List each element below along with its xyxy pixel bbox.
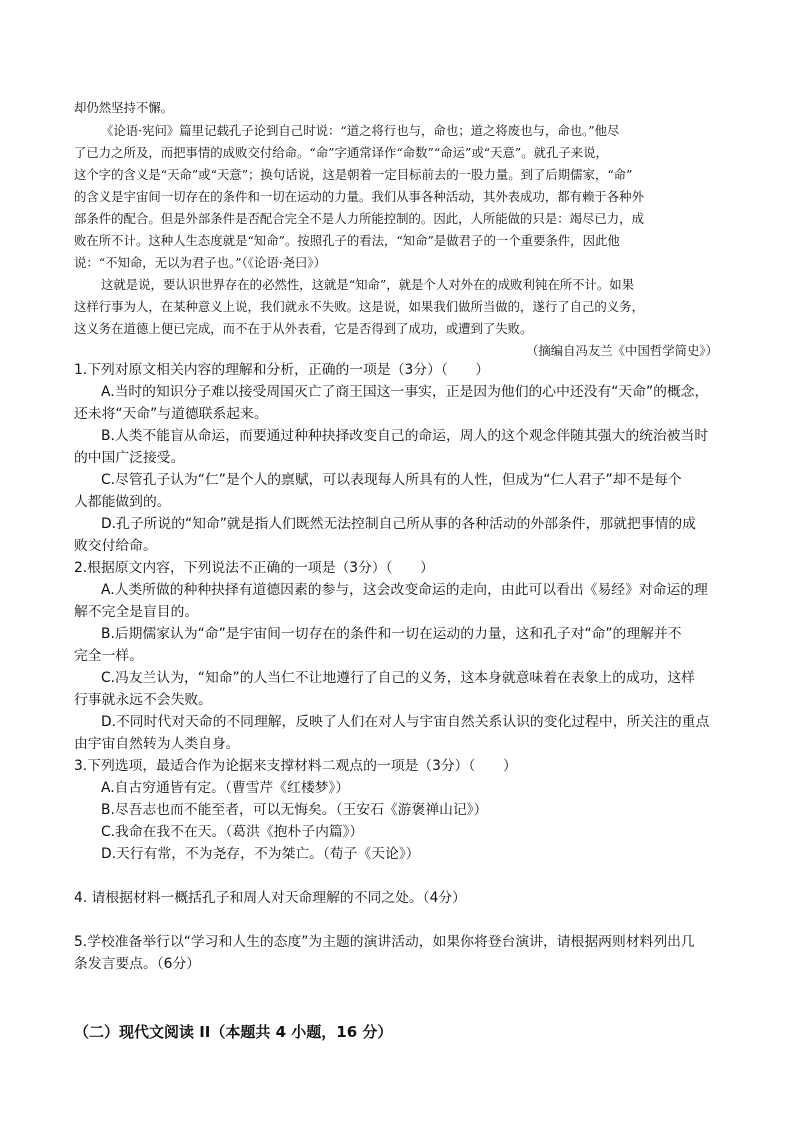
passage-line: 这样行事为人，在某种意义上说，我们就永不失败。这是说，如果我们做所当做的，遂行了自己的义务，: [74, 299, 644, 314]
question-3-stem: 3.下列选项，最适合作为论据来支撑材料二观点的一项是（3分）（ ）: [74, 758, 517, 774]
question-1-option-c: C.尽管孔子认为“仁”是个人的禀赋，可以表现每人所具有的人性，但成为“仁人君子”却不是每个: [101, 472, 682, 488]
passage-line: 的含义是宇宙间一切存在的条件和一切在运动的力量。我们从事各种活动，其外表成功，都有赖于各种外: [74, 189, 644, 204]
question-5-stem-cont: 条发言要点。（6分）: [74, 956, 201, 972]
section-heading: （二）现代文阅读 II（本题共 4 小题，16 分）: [74, 1023, 393, 1041]
passage-line: 说：“不知命，无以为君子也。”（《论语·尧曰》）: [74, 255, 327, 270]
question-1-option-a: A.当时的知识分子难以接受周国灭亡了商王国这一事实，正是因为他们的心中还没有“天命”的概念，: [101, 384, 709, 400]
question-3-option-d: D.天行有常，不为尧存，不为桀亡。（荀子《天论》）: [101, 846, 420, 862]
question-1-option-b: B.人类不能盲从命运，而要通过种种抉择改变自己的命运，周人的这个观念伴随其强大的统治被当时: [101, 428, 709, 444]
question-1-option-d-cont: 败交付给命。: [74, 538, 157, 554]
question-2-stem: 2.根据原文内容，下列说法不正确的一项是（3分）（ ）: [74, 560, 434, 576]
passage-line: 败在所不计。这种人生态度就是“知命”。按照孔子的看法，“知命”是做君子的一个重要条件，因此他: [74, 233, 620, 248]
question-5-stem: 5.学校准备举行以“学习和人生的态度”为主题的演讲活动，如果你将登台演讲，请根据两则材料列出几: [74, 934, 695, 950]
question-2-option-c: C.冯友兰认为，“知命”的人当仁不让地遵行了自己的义务，这本身就意味着在表象上的成功，这样: [101, 670, 695, 686]
passage-line: 这个字的含义是“天命”或“天意”；换句话说，这是朝着一定目标前去的一股力量。到了后期儒家，“命”: [74, 167, 633, 182]
passage-source: （摘编自冯友兰《中国哲学简史》）: [525, 343, 718, 358]
passage-line: 了已力之所及，而把事情的成败交付给命。“命”字通常译作“命数”“命运”或“天意”。就孔子来说，: [74, 145, 608, 160]
passage-line: 《论语·宪问》篇里记载孔子论到自己时说：“道之将行也与，命也；道之将废也与，命也。”他尽: [101, 123, 620, 138]
question-4-stem: 4. 请根据材料一概括孔子和周人对天命理解的不同之处。（4分）: [74, 890, 466, 906]
question-3-option-b: B.尽吾志也而不能至者，可以无悔矣。（王安石《游褒禅山记》）: [101, 802, 488, 818]
question-3-option-a: A.自古穷通皆有定。（曹雪芹《红楼梦》）: [101, 780, 350, 796]
passage-line: 这义务在道德上便已完成，而不在于从外表看，它是否得到了成功，或遭到了失败。: [74, 321, 533, 336]
question-2-option-a-cont: 解不完全是盲目的。: [74, 604, 199, 620]
question-3-option-c: C.我命在我不在天。（葛洪《抱朴子内篇》）: [101, 824, 364, 840]
question-2-option-d-cont: 由宇宙自然转为人类自身。: [74, 736, 240, 752]
passage-line: 这就是说，要认识世界存在的必然性，这就是“知命”，就是个人对外在的成败利钝在所不计。如果: [101, 277, 635, 292]
question-1-option-d: D.孔子所说的“知命”就是指人们既然无法控制自己所从事的各种活动的外部条件，那就把事情的成: [101, 516, 696, 532]
question-2-option-a: A.人类所做的种种抉择有道德因素的参与，这会改变命运的走向，由此可以看出《易经》对命运的理: [101, 582, 708, 598]
question-2-option-c-cont: 行事就永远不会失败。: [74, 692, 212, 708]
question-1-option-a-cont: 还未将“天命”与道德联系起来。: [74, 406, 268, 422]
question-2-option-b-cont: 完全一样。: [74, 648, 143, 664]
passage-line: 却仍然坚持不懈。: [74, 100, 174, 115]
question-2-option-d: D.不同时代对天命的不同理解，反映了人们在对人与宇宙自然关系认识的变化过程中，所关注的重点: [101, 714, 710, 730]
question-1-stem: 1.下列对原文相关内容的理解和分析，正确的一项是（3分）（ ）: [74, 362, 490, 378]
question-2-option-b: B.后期儒家认为“命”是宇宙间一切存在的条件和一切在运动的力量，这和孔子对“命”的理解并不: [101, 626, 682, 642]
passage-line: 部条件的配合。但是外部条件是否配合完全不是人力所能控制的。因此，人所能做的只是：竭尽已力，成: [74, 211, 644, 226]
question-1-option-c-cont: 人都能做到的。: [74, 494, 171, 510]
question-1-option-b-cont: 的中国广泛接受。: [74, 450, 185, 466]
